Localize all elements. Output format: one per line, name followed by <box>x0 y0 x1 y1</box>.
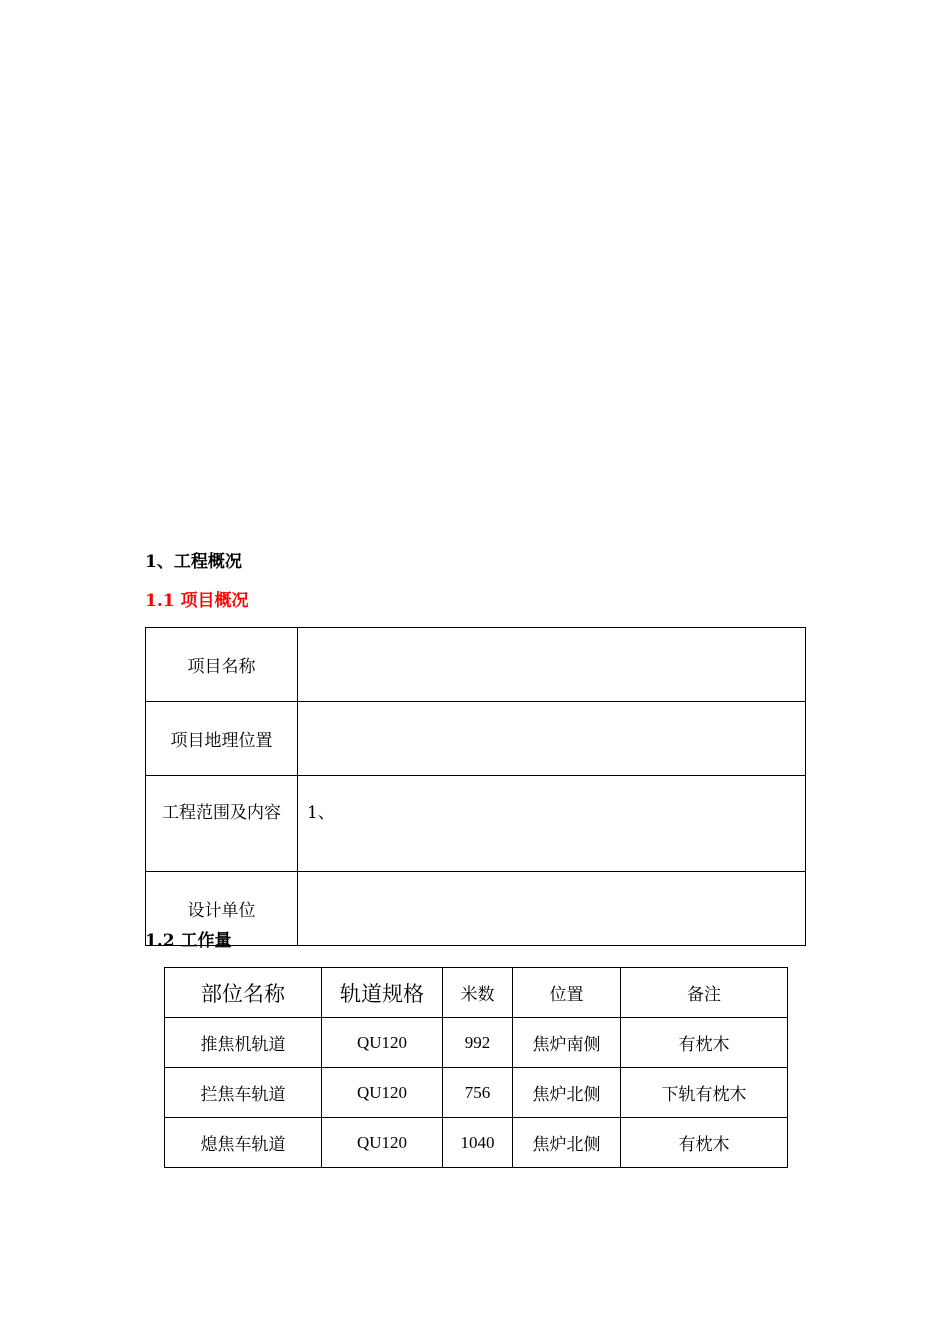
cell-remark: 有枕木 <box>621 1018 788 1068</box>
table-row <box>165 1068 788 1118</box>
cell-location: 焦炉北侧 <box>513 1118 621 1168</box>
table-row <box>146 872 806 946</box>
row-value-project-name <box>298 628 806 702</box>
table-row <box>146 702 806 776</box>
cell-rail-spec: QU120 <box>322 1068 443 1118</box>
table-row <box>146 776 806 872</box>
subsection-heading-project-summary: 1.1 项目概况 <box>145 591 249 611</box>
workload-table <box>164 967 788 1168</box>
row-label-design-unit: 设计单位 <box>146 872 298 946</box>
cell-location: 焦炉北侧 <box>513 1068 621 1118</box>
row-label-scope: 工程范围及内容 <box>146 776 298 872</box>
row-value-project-location <box>298 702 806 776</box>
cell-meters: 756 <box>443 1068 513 1118</box>
cell-part-name: 熄焦车轨道 <box>165 1118 322 1168</box>
column-header-location: 位置 <box>513 968 621 1018</box>
row-value-scope: 1、 <box>298 776 806 872</box>
cell-remark: 下轨有枕木 <box>621 1068 788 1118</box>
table-row <box>165 1118 788 1168</box>
table-row <box>146 628 806 702</box>
table-row <box>165 1018 788 1068</box>
row-label-project-name: 项目名称 <box>146 628 298 702</box>
cell-remark: 有枕木 <box>621 1118 788 1168</box>
row-label-project-location: 项目地理位置 <box>146 702 298 776</box>
row-value-design-unit <box>298 872 806 946</box>
section-heading-project-overview: 1、工程概况 <box>145 552 242 572</box>
column-header-part-name: 部位名称 <box>165 968 322 1018</box>
project-overview-table <box>145 627 806 946</box>
table-header-row <box>165 968 788 1018</box>
column-header-rail-spec: 轨道规格 <box>322 968 443 1018</box>
cell-part-name: 推焦机轨道 <box>165 1018 322 1068</box>
cell-meters: 992 <box>443 1018 513 1068</box>
cell-location: 焦炉南侧 <box>513 1018 621 1068</box>
subsection-heading-workload: 1.2 工作量 <box>145 931 232 951</box>
cell-part-name: 拦焦车轨道 <box>165 1068 322 1118</box>
cell-rail-spec: QU120 <box>322 1018 443 1068</box>
column-header-remark: 备注 <box>621 968 788 1018</box>
column-header-meters: 米数 <box>443 968 513 1018</box>
cell-meters: 1040 <box>443 1118 513 1168</box>
cell-rail-spec: QU120 <box>322 1118 443 1168</box>
